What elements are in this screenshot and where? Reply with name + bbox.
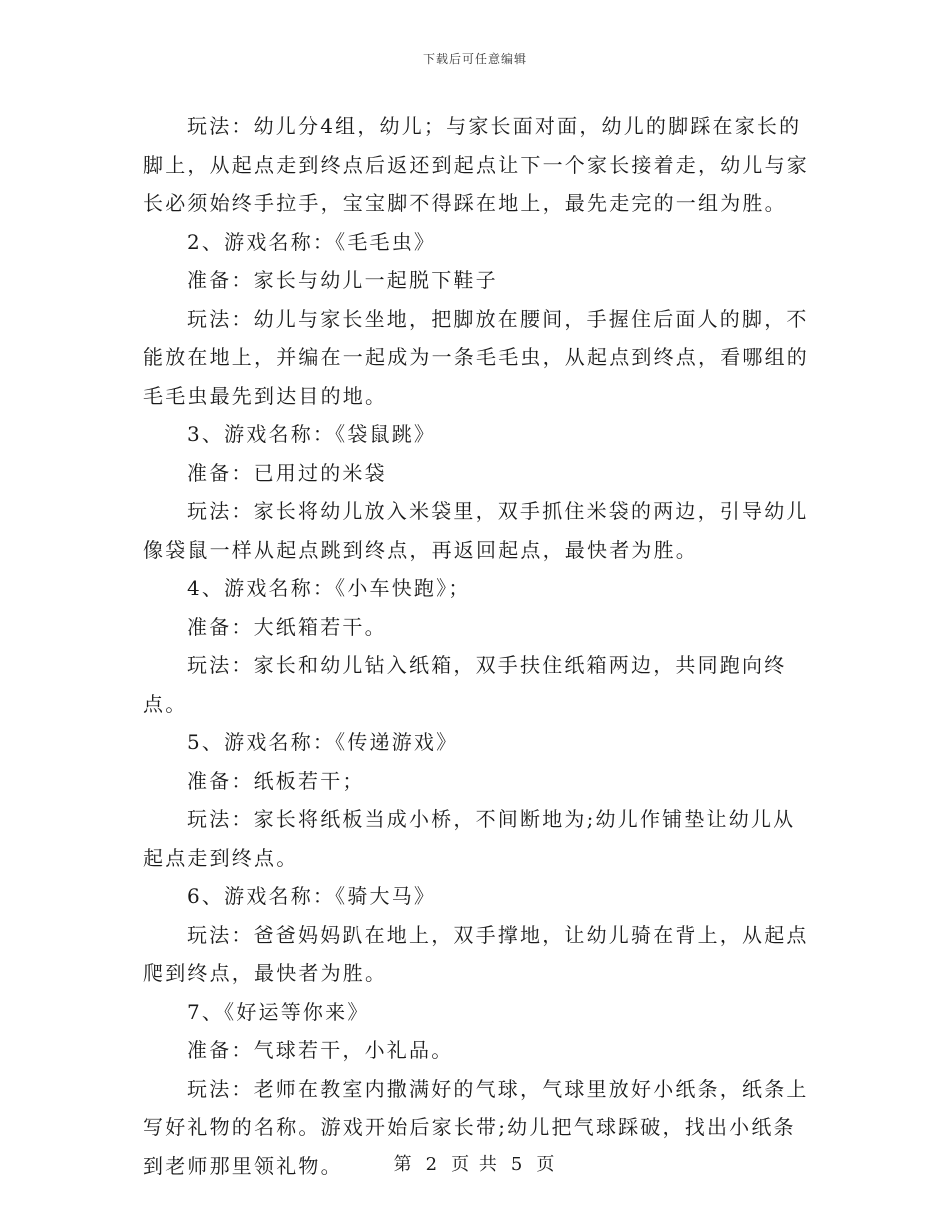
rules-7: 玩法：老师在教室内撒满好的气球，气球里放好小纸条，纸条上写好礼物的名称。游戏开始后家长带;幼儿把气球踩破，找出小纸条到老师那里领礼物。 (143, 1076, 809, 1178)
footer-middle: 页 共 (451, 1154, 499, 1175)
paragraph: 玩法：幼儿分4组，幼儿；与家长面对面，幼儿的脚踩在家长的脚上，从起点走到终点后返还到起点让下一个家长接着走，幼儿与家长必须始终手拉手，宝宝脚不得踩在地上，最先走完的一组为胜。 (143, 114, 809, 215)
game-title-6: 6、游戏名称：《骑大马》 (187, 884, 437, 908)
preparation-7: 准备：气球若干，小礼品。 (187, 1038, 454, 1062)
footer-suffix: 页 (536, 1154, 557, 1175)
rules-4: 玩法：家长和幼儿钻入纸箱，双手扶住纸箱两边，共同跑向终点。 (143, 653, 787, 716)
document-body (143, 107, 813, 1185)
preparation-2: 准备：家长与幼儿一起脱下鞋子 (187, 268, 498, 292)
preparation-5: 准备：纸板若干； (187, 768, 365, 793)
game-title-4: 4、游戏名称：《小车快跑》； (187, 576, 471, 600)
page-header: 下载后可任意编辑 (422, 52, 527, 66)
rules-5: 玩法：家长将纸板当成小桥，不间断地为;幼儿作铺垫让幼儿从起点走到终点。 (143, 807, 796, 870)
rules-2: 玩法：幼儿与家长坐地，把脚放在腰间，手握住后面人的脚，不能放在地上，并编在一起成为一条毛毛虫，从起点到终点，看哪组的毛毛虫最先到达目的地。 (143, 306, 809, 408)
game-title-3: 3、游戏名称：《袋鼠跳》 (187, 422, 437, 446)
game-title-5: 5、游戏名称：《传递游戏》 (187, 730, 459, 754)
rules-6: 玩法：爸爸妈妈趴在地上，双手撑地，让幼儿骑在背上，从起点爬到终点，最快者为胜。 (143, 922, 809, 985)
preparation-4: 准备：大纸箱若干。 (187, 614, 387, 639)
game-title-7: 7、《好运等你来》 (187, 999, 370, 1024)
page-footer (0, 1150, 950, 1176)
footer-prefix: 第 (393, 1154, 414, 1175)
rules-3: 玩法：家长将幼儿放入米袋里，双手抓住米袋的两边，引导幼儿像袋鼠一样从起点跳到终点，再返回起点，最快者为胜。 (143, 499, 809, 562)
game-title-2: 2、游戏名称：《毛毛虫》 (187, 229, 437, 254)
total-pages: 5 (510, 1154, 525, 1175)
page-number: 2 (425, 1154, 440, 1175)
preparation-3: 准备：已用过的米袋 (187, 460, 387, 485)
